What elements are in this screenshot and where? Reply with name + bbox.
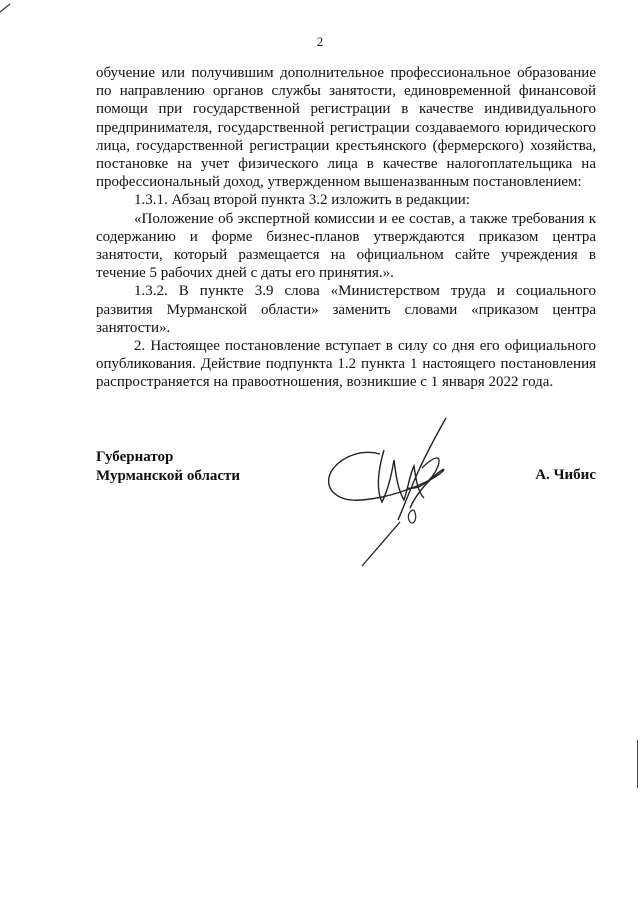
handwritten-signature [318,410,478,570]
scan-corner-mark [0,0,20,14]
paragraph-1-3-2: 1.3.2. В пункте 3.9 слова «Министерством труда и социального развития Мурманской области» заменить словами «приказом центра занятости». [96,283,596,336]
signature-block [96,448,596,588]
paragraph-continuation: обучение или получившим дополнительное профессиональное образование по направлению органов службы занятости, единовременной финансовой помощи при государственной регистрации в качестве индивидуального предпринимателя, государственной регистрации создаваемого юридического лица, государственной регистрации крестьянского (фермерского) хозяйства, постановке на учет физического лица в качестве налогоплательщика на профессиональный доход, утвержденном вышеназванным постановлением: [96,65,596,191]
paragraph-2-effective-date: 2. Настоящее постановление вступает в силу со дня его официального опубликования. Действие подпункта 1.2 пункта 1 настоящего постановления распространяется на правоотношения, возникшие с 1 января 2022 года. [96,338,596,391]
signer-title [96,448,240,485]
paragraph-1-3-1: 1.3.1. Абзац второй пункта 3.2 изложить в редакции: [134,192,470,209]
document-body [96,64,596,392]
scan-edge-line [637,740,638,788]
page-number: 2 [316,34,324,49]
paragraph-quoted-regulation: «Положение об экспертной комиссии и ее состав, а также требования к содержанию и форме бизнес-планов утверждаются приказом центра занятости, который размещается на официальном сайте учреждения в течение 5 рабочих дней с даты его принятия.». [96,210,596,282]
signer-title-line1: Губернатор [96,449,174,465]
signer-name: А. Чибис [535,466,596,483]
signer-title-line2: Мурманской области [96,467,241,484]
